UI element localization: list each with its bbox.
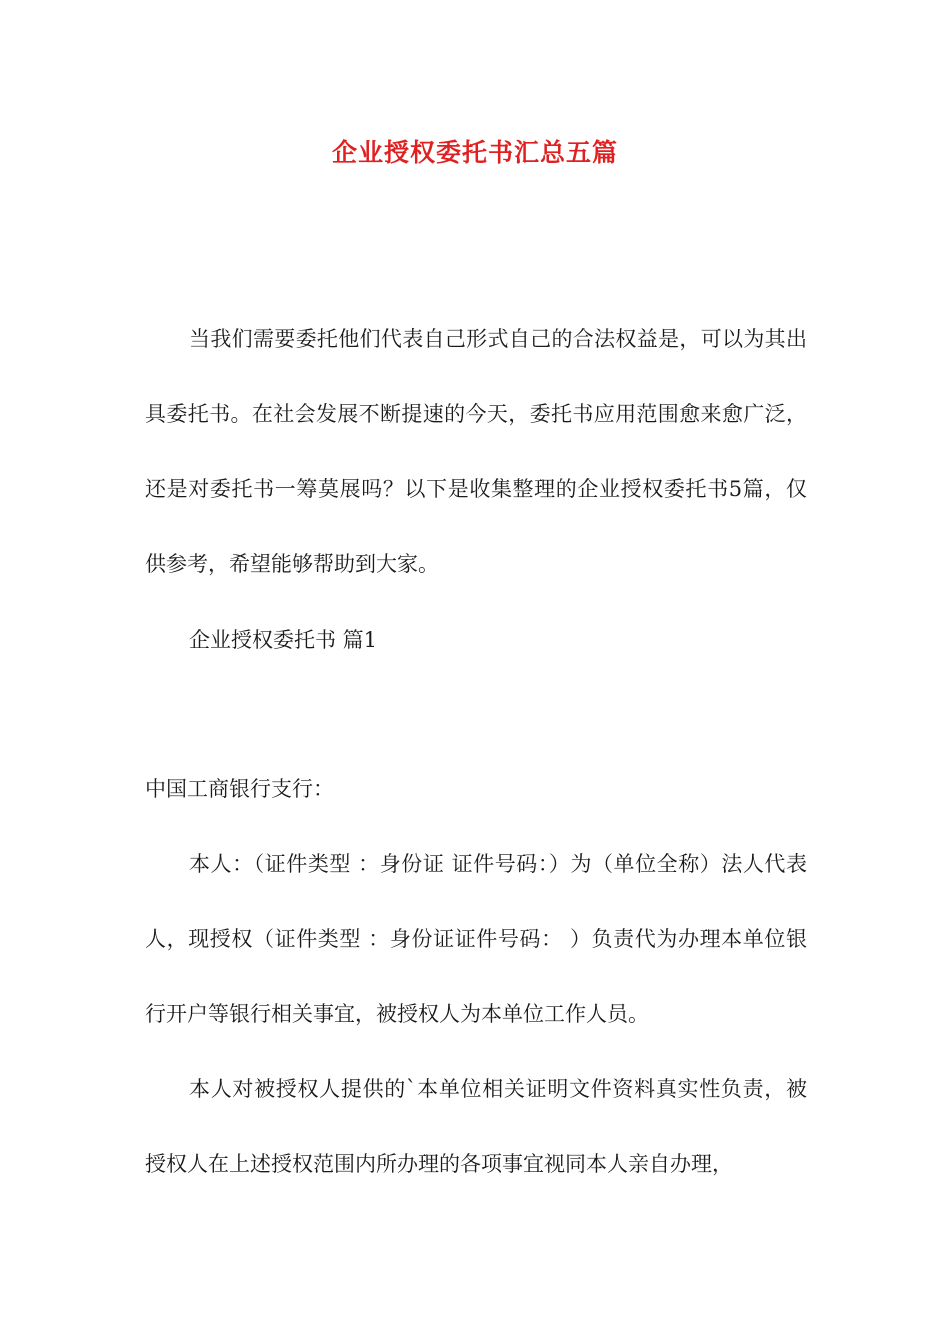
section-heading: 企业授权委托书 篇1 [189,628,378,652]
addressee-line: 中国工商银行支行： [145,777,334,801]
body-paragraph-2: 本人对被授权人提供的`本单位相关证明文件资料真实性负责，被授权人在上述授权范围内所办理的各项事宜视同本人亲自办理， [145,1077,807,1176]
body-paragraph-1: 本人：（证件类型 ：身份证 证件号码：）为（单位全称）法人代表人，现授权（证件类型 ：身份证证件号码： ）负责代为办理本单位银行开户等银行相关事宜，被授权人为本单位工作人员。 [145,852,807,1026]
document-title: 企业授权委托书汇总五篇 [331,138,618,167]
intro-paragraph: 当我们需要委托他们代表自己形式自己的合法权益是，可以为其出具委托书。在社会发展不断提速的今天，委托书应用范围愈来愈广泛，还是对委托书一筹莫展吗？以下是收集整理的企业授权委托书5篇，仅供参考，希望能够帮助到大家。 [145,327,807,576]
